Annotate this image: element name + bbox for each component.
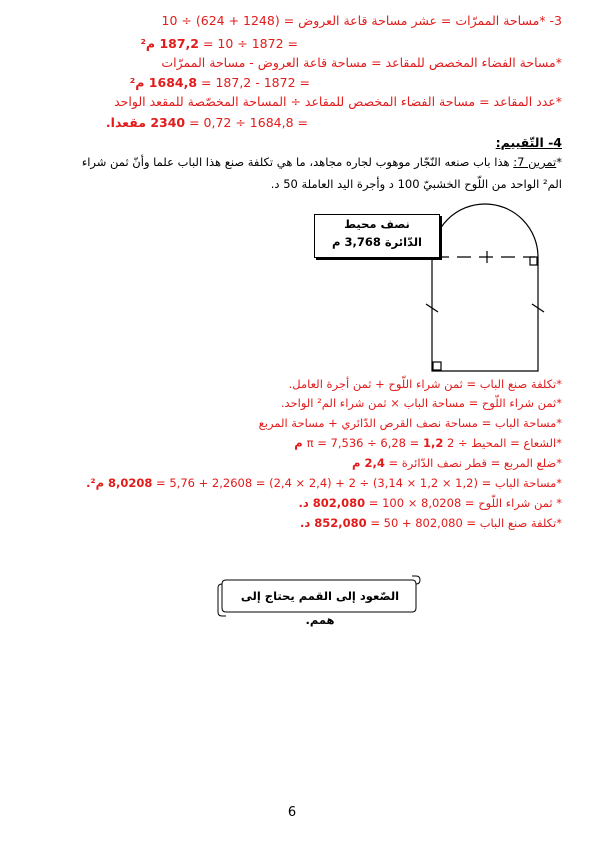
proverb-text: الصّعود إلى القمم يحتاج إلى همم. xyxy=(240,589,400,627)
exercise-statement-line1: *تمرين 7: هذا باب صنعه النّجّار موهوب لجاره مجاهد، ما هي تكلفة صنع هذا الباب علما وأنّ ثمن شراء xyxy=(81,155,562,169)
calculation: *تكلفة صنع الباب = 802,080 + 50 = xyxy=(366,516,562,530)
solution-line2: *ثمن شراء اللّوح = مساحة الباب × ثمن شراء الم² الواحد. xyxy=(280,396,562,410)
calculation: = 1684,8 ÷ 0,72 = xyxy=(185,115,308,130)
result: 1684,8 م² xyxy=(129,75,198,90)
calculation: *مساحة الباب = (1,2 × 1,2 × 3,14) ÷ 2 + (2,4 × 2,4) = 2,2608 + 5,76 = xyxy=(152,476,562,490)
label-line1: نصف محيط xyxy=(344,217,410,231)
result: 187,2 م² xyxy=(140,36,199,51)
label-line2: الدّائرة 3,768 م xyxy=(332,235,422,249)
calculation: = 1872 - 187,2 = xyxy=(197,75,310,90)
section-number: 3- xyxy=(545,13,562,28)
text: *مساحة الفضاء المخصص للمقاعد = مساحة قاعة العروض - مساحة الممرّات xyxy=(161,55,562,70)
text: *مساحة الممرّات = عشر مساحة قاعة العروض = (1248 + 624) ÷ 10 xyxy=(161,13,546,28)
calculation: = 1872 ÷ 10 = xyxy=(198,36,298,51)
result: 802,080 د. xyxy=(298,496,366,510)
exercise-text: هذا باب صنعه النّجّار موهوب لجاره مجاهد، ما هي تكلفة صنع هذا الباب علما وأنّ ثمن شراء xyxy=(81,155,514,169)
exercise-label: تمرين 7: xyxy=(513,155,557,169)
solution-line1: *تكلفة صنع الباب = ثمن شراء اللّوح + ثمن أجرة العامل. xyxy=(288,377,562,391)
calculation: *ضلع المربع = قطر نصف الدّائرة = xyxy=(384,456,562,470)
evaluation-heading: 4- التّقييم: xyxy=(495,135,562,150)
result: 852,080 د. xyxy=(300,516,367,530)
calculation: * ثمن شراء اللّوح = 8,0208 × 100 = xyxy=(365,496,562,510)
text: *عدد المقاعد = مساحة الفضاء المخصص للمقاعد ÷ المساحة المخصّصة للمقعد الواحد xyxy=(114,94,562,109)
exercise-statement-line2: الم² الواحد من اللّوح الخشبيّ 100 د وأجرة اليد العاملة 50 د. xyxy=(270,177,562,191)
result: 2,4 م xyxy=(352,456,385,470)
result: 2340 مقعدا. xyxy=(105,115,186,130)
page-number: 6 xyxy=(287,805,297,820)
result: 8,0208 م². xyxy=(86,476,153,490)
result: 1,2 م xyxy=(294,436,444,450)
calculation: *الشعاع = المحيط ÷ 2 π = 7,536 ÷ 6,28 = xyxy=(306,436,562,450)
solution-line3: *مساحة الباب = مساحة نصف القرص الدّائري + مساحة المربع xyxy=(258,416,562,430)
